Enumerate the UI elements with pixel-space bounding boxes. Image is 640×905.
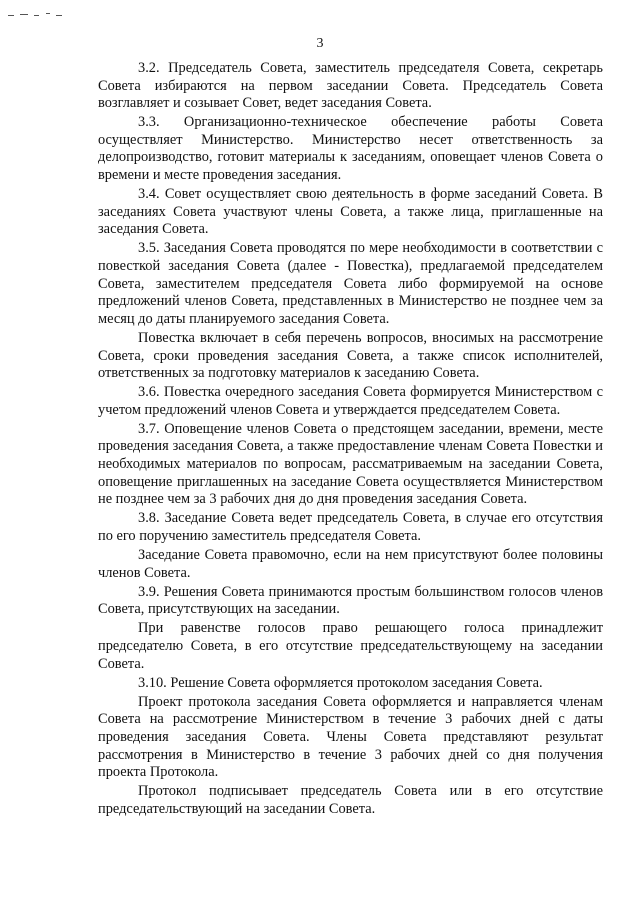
paragraph-3-6: 3.6. Повестка очередного заседания Совета формируется Министерством с учетом предложений членов Совета и утверждается председателем Совета. bbox=[98, 384, 603, 418]
paragraph-3-8: 3.8. Заседание Совета ведет председатель Совета, в случае его отсутствия по его поручению заместитель председателя Совета. bbox=[98, 510, 603, 544]
paragraph-3-7: 3.7. Оповещение членов Совета о предстоящем заседании, времени, месте проведения заседания Совета, а также предоставление членам Совета Повестки и необходимых материалов по вопросам, рассматриваемым на заседании Совета, оповещение приглашенных на заседание Совета осуществляется Министерством не позднее чем за 3 рабочих дня до дня проведения заседания Совета. bbox=[98, 420, 603, 508]
paragraph-3-5: 3.5. Заседания Совета проводятся по мере необходимости в соответствии с повесткой заседания Совета (далее - Повестка), предлагаемой председателем Совета, заместителем председателя Совета либо формируемой на основе предложений членов Совета, представленных в Министерство не позднее чем за месяц до даты планируемого заседания Совета. bbox=[98, 240, 603, 327]
paragraph-draft-protocol: Проект протокола заседания Совета оформляется и направляется членам Совета на рассмотрение Министерством в течение 3 рабочих дней с даты проведения заседания Совета. Члены Совета представляют результат рассмотрения в Министерство в течение 3 рабочих дней со дня получения проекта Протокола. bbox=[98, 693, 603, 781]
scan-artifact bbox=[8, 10, 78, 20]
paragraph-casting-vote: При равенстве голосов право решающего голоса принадлежит председателю Совета, в его отсутствие председательствующему на заседании Совета. bbox=[98, 620, 603, 672]
paragraph-3-9: 3.9. Решения Совета принимаются простым большинством голосов членов Совета, присутствующих на заседании. bbox=[98, 583, 603, 618]
paragraph-3-10: 3.10. Решение Совета оформляется протоколом заседания Совета. bbox=[138, 674, 543, 691]
document-body bbox=[98, 60, 603, 820]
paragraph-protocol-signing: Протокол подписывает председатель Совета или в его отсутствие председательствующий на заседании Совета. bbox=[98, 783, 603, 817]
paragraph-3-3: 3.3. Организационно-техническое обеспечение работы Совета осуществляет Министерство. Министерство несет ответственность за делопроизводство, готовит материалы к заседаниям, оповещает членов Совета о времени и месте проведения заседания. bbox=[98, 114, 603, 184]
page-number: 3 bbox=[316, 36, 324, 51]
paragraph-3-2: 3.2. Председатель Совета, заместитель председателя Совета, секретарь Совета избираются на первом заседании Совета. Председатель Совета возглавляет и созывает Совет, ведет заседания Совета. bbox=[98, 60, 603, 112]
paragraph-agenda-contents: Повестка включает в себя перечень вопросов, вносимых на рассмотрение Совета, сроки проведения заседания Совета, а также список исполнителей, ответственных за подготовку материалов к заседанию Совета. bbox=[98, 329, 603, 382]
paragraph-quorum: Заседание Совета правомочно, если на нем присутствуют более половины членов Совета. bbox=[98, 547, 603, 581]
paragraph-3-4: 3.4. Совет осуществляет свою деятельность в форме заседаний Совета. В заседаниях Совета участвуют члены Совета, а также лица, приглашенные на заседания Совета. bbox=[98, 186, 603, 238]
